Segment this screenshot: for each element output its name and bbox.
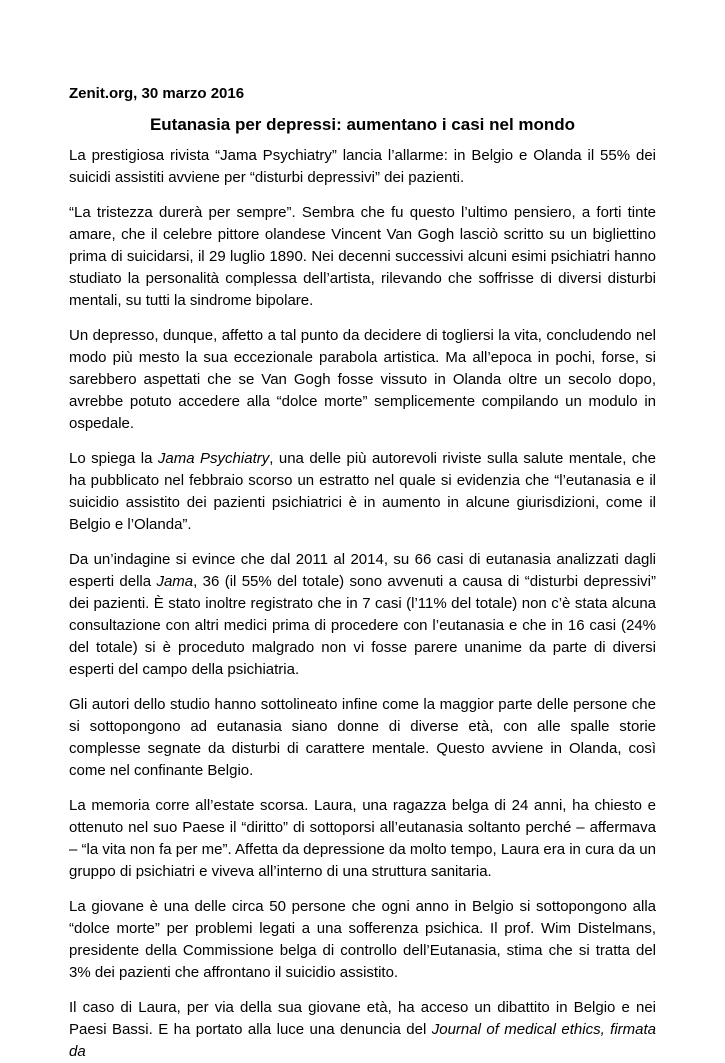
text-run: Gli autori dello studio hanno sottolineato infine come la maggior parte delle persone che si sottopongono ad eutanasia siano donne di diverse età, con alle spalle storie complesse segnate da disturbi di carattere mentale. Questo avviene in Olanda, così come nel confinante Belgio. xyxy=(69,696,656,779)
text-run: Lo spiega la xyxy=(69,450,158,467)
italic-text-run: Jama xyxy=(156,573,194,590)
paragraph xyxy=(69,145,656,189)
italic-text-run: Journal of medical ethics, firmata da xyxy=(69,1021,656,1060)
text-run: Il caso di Laura, per via della sua giovane età, ha acceso un dibattito in Belgio e nei Paesi Bassi. E ha portato alla luce una denuncia del xyxy=(69,999,656,1038)
source-date-line: Zenit.org, 30 marzo 2016 xyxy=(69,85,245,102)
italic-text-run: Jama Psychiatry xyxy=(157,450,270,467)
paragraph xyxy=(69,694,656,782)
text-run: Da un’indagine si evince che dal 2011 al 2014, su 66 casi di eutanasia analizzati dagli esperti della xyxy=(69,551,656,590)
paragraph xyxy=(69,448,656,536)
text-run: “La tristezza durerà per sempre”. Sembra che fu questo l’ultimo pensiero, a forti tinte amare, che il celebre pittore olandese Vincent Van Gogh lasciò scritto su un bigliettino prima di suicidarsi, il 29 luglio 1890. Nei decenni successivi alcuni esimi psichiatri hanno studiato la personalità complessa dell’artista, rilevando che soffrisse di diversi disturbi mentali, su tutti la sindrome bipolare. xyxy=(69,204,656,309)
paragraph xyxy=(69,202,656,312)
text-run: , una delle più autorevoli riviste sulla salute mentale, che ha pubblicato nel febbraio scorso un estratto nel quale si evidenzia che “l’eutanasia e il suicidio assistito dei pazienti psichiatrici è in aumento in alcune giurisdizioni, come il Belgio e l’Olanda”. xyxy=(69,450,656,533)
paragraph xyxy=(69,997,656,1063)
text-run: La memoria corre all’estate scorsa. Laura, una ragazza belga di 24 anni, ha chiesto e ottenuto nel suo Paese il “diritto” di sottoporsi all’eutanasia soltanto perché – affermava – “la vita non fa per me”. Affetta da depressione da molto tempo, Laura era in cura da un gruppo di psichiatri e viveva all’interno di una struttura sanitaria. xyxy=(69,797,656,880)
article-title: Eutanasia per depressi: aumentano i casi nel mondo xyxy=(149,115,576,134)
paragraph xyxy=(69,896,656,984)
paragraph xyxy=(69,795,656,883)
paragraph xyxy=(69,549,656,681)
text-run: La prestigiosa rivista “Jama Psychiatry” lancia l’allarme: in Belgio e Olanda il 55% dei suicidi assistiti avviene per “disturbi depressivi” dei pazienti. xyxy=(69,147,656,186)
text-run: La giovane è una delle circa 50 persone che ogni anno in Belgio si sottopongono alla “dolce morte” per problemi legati a una sofferenza psichica. Il prof. Wim Distelmans, presidente della Commissione belga di controllo dell’Eutanasia, stima che si tratta del 3% dei pazienti che affrontano il suicidio assistito. xyxy=(69,898,656,981)
text-run: Un depresso, dunque, affetto a tal punto da decidere di togliersi la vita, concludendo nel modo più mesto la sua eccezionale parabola artistica. Ma all’epoca in pochi, forse, si sarebbero aspettati che se Van Gogh fosse vissuto in Olanda oltre un secolo dopo, avrebbe potuto accedere alla “dolce morte” semplicemente compilando un modulo in ospedale. xyxy=(69,327,656,432)
article-body xyxy=(69,145,656,1063)
paragraph xyxy=(69,325,656,435)
text-run: , 36 (il 55% del totale) sono avvenuti a causa di “disturbi depressivi” dei pazienti. È stato inoltre registrato che in 7 casi (l’11% del totale) non c’è stata alcuna consultazione con altri medici prima di procedere con l’eutanasia e che in 16 casi (24% del totale) si è proceduto malgrado non vi fosse parere unanime da parte di diversi esperti del campo della psichiatria. xyxy=(69,573,656,678)
